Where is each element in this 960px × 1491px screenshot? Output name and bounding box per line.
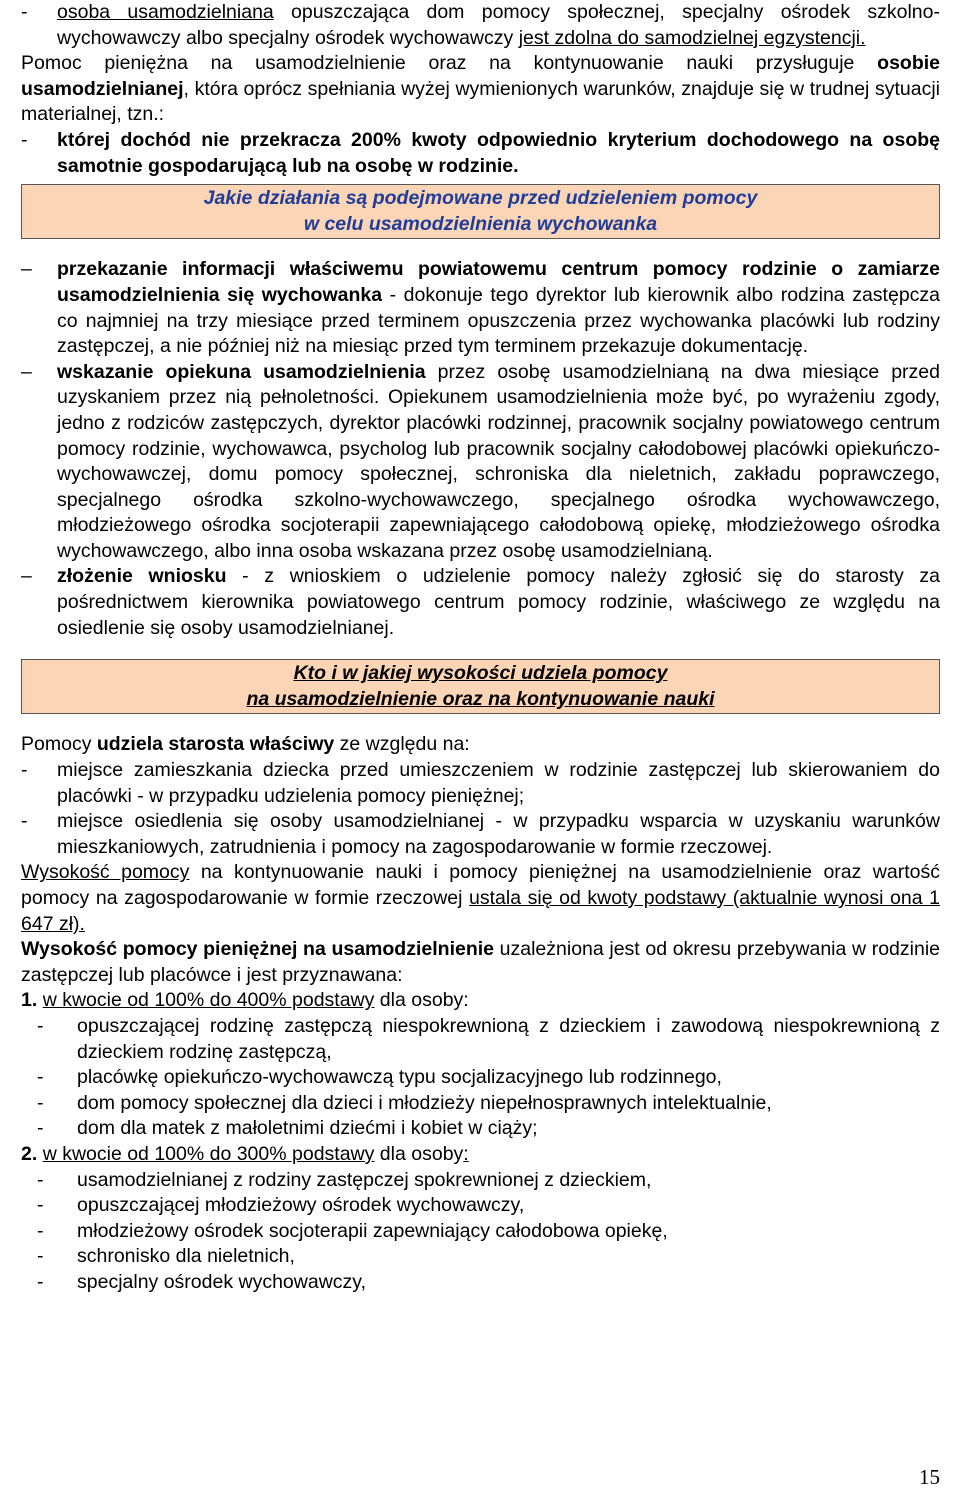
list-dash: -	[37, 1194, 44, 1217]
underlined-text: osoba usamodzielniana	[57, 1, 274, 23]
paragraph-starosta: Pomocy udziela starosta właściwy ze względu na:	[21, 733, 470, 756]
list-dash: -	[37, 1117, 44, 1140]
eligibility-list-item: - dom dla matek z małoletnimi dziećmi i kobiet w ciąży;	[21, 1116, 940, 1142]
list-dash: -	[21, 759, 28, 782]
eligibility-list-item: - młodzieżowy ośrodek socjoterapii zapewniający całodobowa opiekę,	[21, 1219, 940, 1245]
intro-list-item-2: - której dochód nie przekracza 200% kwoty odpowiednio kryterium dochodowego na osobę samotnie gospodarującą lub na osobę w rodzinie.	[21, 128, 940, 179]
document-page	[21, 0, 940, 1296]
list-dash: –	[21, 258, 32, 281]
eligibility-list-item: - dom pomocy społecznej dla dzieci i młodzieży niepełnosprawnych intelektualnie,	[21, 1091, 940, 1117]
numbered-item-2: 2. w kwocie od 100% do 300% podstawy dla osoby:	[21, 1142, 469, 1165]
list-dash: –	[21, 565, 32, 588]
underlined-text: jest zdolna do samodzielnej egzystencji.	[518, 26, 866, 49]
eligibility-list-item: - schronisko dla nieletnich,	[21, 1244, 940, 1270]
list-dash: -	[37, 1066, 44, 1089]
eligibility-list-item: - specjalny ośrodek wychowawczy,	[21, 1270, 940, 1296]
list-dash: -	[37, 1270, 44, 1293]
eligibility-list-item: - usamodzielnianej z rodziny zastępczej spokrewnionej z dzieckiem,	[21, 1168, 940, 1194]
list-dash: -	[21, 1, 28, 23]
page-number: 15	[919, 1465, 940, 1489]
list-dash: -	[37, 1014, 44, 1037]
eligibility-list-item: - placówkę opiekuńczo-wychowawczą typu socjalizacyjnego lub rodzinnego,	[21, 1065, 940, 1091]
section-heading-actions: Jakie działania są podejmowane przed udzieleniem pomocy w celu usamodzielnienia wychowanka	[21, 184, 940, 239]
basis-list-item: - miejsce osiedlenia się osoby usamodzielnianej - w przypadku wsparcia w uzyskaniu warunków mieszkaniowych, zatrudnienia i pomocy na zagospodarowanie w formie rzeczowej.	[21, 809, 940, 860]
actions-list-item: – złożenie wniosku - z wnioskiem o udzielenie pomocy należy zgłosić się do starosty za pośrednictwem kierownika powiatowego centrum pomocy rodzinie, właściwego ze względu na osiedlenie się osoby usamodzielnianej.	[21, 564, 940, 641]
paragraph-amount: Wysokość pomocy na kontynuowanie nauki i pomocy pieniężnej na usamodzielnienie oraz wartość pomocy na zagospodarowanie w formie rzeczowej ustala się od kwoty podstawy (aktualnie wynosi ona 1 647 zł).	[21, 861, 940, 935]
intro-paragraph: Pomoc pieniężna na usamodzielnienie oraz na kontynuowanie nauki przysługuje osobie usamodzielnianej, która oprócz spełniania wyżej wymienionych warunków, znajduje się w trudnej sytuacji materialnej, tzn.:	[21, 52, 940, 126]
eligibility-list-item: - opuszczającej młodzieżowy ośrodek wychowawczy,	[21, 1193, 940, 1219]
intro-list-item-1: - osoba usamodzielniana opuszczająca dom pomocy społecznej, specjalny ośrodek szkolno-wychowawczy albo specjalny ośrodek wychowawczy jest zdolna do samodzielnej egzystencji.	[21, 0, 940, 51]
basis-list-item: - miejsce zamieszkania dziecka przed umieszczeniem w rodzinie zastępczej lub skierowaniem do placówki - w przypadku udzielenia pomocy pieniężnej;	[21, 758, 940, 809]
paragraph-cash-amount: Wysokość pomocy pieniężnej na usamodzielnienie uzależniona jest od okresu przebywania w rodzinie zastępczej lub placówce i jest przyznawana:	[21, 938, 941, 986]
list-dash: -	[37, 1091, 44, 1114]
list-dash: –	[21, 360, 32, 383]
section-heading-who: Kto i w jakiej wysokości udziela pomocy na usamodzielnienie oraz na kontynuowanie nauki	[21, 659, 940, 714]
eligibility-list-item: - opuszczającej rodzinę zastępczą niespokrewnioną z dzieckiem i zawodową niespokrewnioną z dzieckiem rodzinę zastępczą,	[21, 1014, 940, 1065]
list-dash: -	[37, 1245, 44, 1268]
actions-list-item: – przekazanie informacji właściwemu powiatowemu centrum pomocy rodzinie o zamiarze usamodzielnienia się wychowanka - dokonuje tego dyrektor lub kierownik albo rodzina zastępcza co najmniej na trzy miesiące przed terminem opuszczenia przez wychowanka placówki lub rodziny zastępczej, a nie później niż na miesiąc przed tym terminem przekazuje dokumentację.	[21, 257, 940, 359]
list-dash: -	[21, 128, 28, 151]
list-dash: -	[37, 1219, 44, 1242]
numbered-item-1: 1. w kwocie od 100% do 400% podstawy dla osoby:	[21, 989, 469, 1012]
actions-list-item: – wskazanie opiekuna usamodzielnienia przez osobę usamodzielnianą na dwa miesiące przed uzyskaniem przez nią pełnoletności. Opiekunem usamodzielnienia może być, po wyrażeniu zgody, jedno z rodziców zastępczych, dyrektor placówki rodzinnej, pracownik socjalny powiatowego centrum pomocy rodzinie, wychowawca, psycholog lub pracownik socjalny całodobowej placówki opiekuńczo-wychowawczej, domu pomocy społecznej, schroniska dla nieletnich, zakładu poprawczego, specjalnego ośrodka szkolno-wychowawczego, specjalnego ośrodka wychowawczego, młodzieżowego ośrodka socjoterapii zapewniającego całodobową opiekę, młodzieżowego ośrodka wychowawczego, albo inna osoba wskazana przez osobę usamodzielnianą.	[21, 360, 940, 565]
list-dash: -	[21, 810, 28, 833]
list-dash: -	[37, 1168, 44, 1191]
